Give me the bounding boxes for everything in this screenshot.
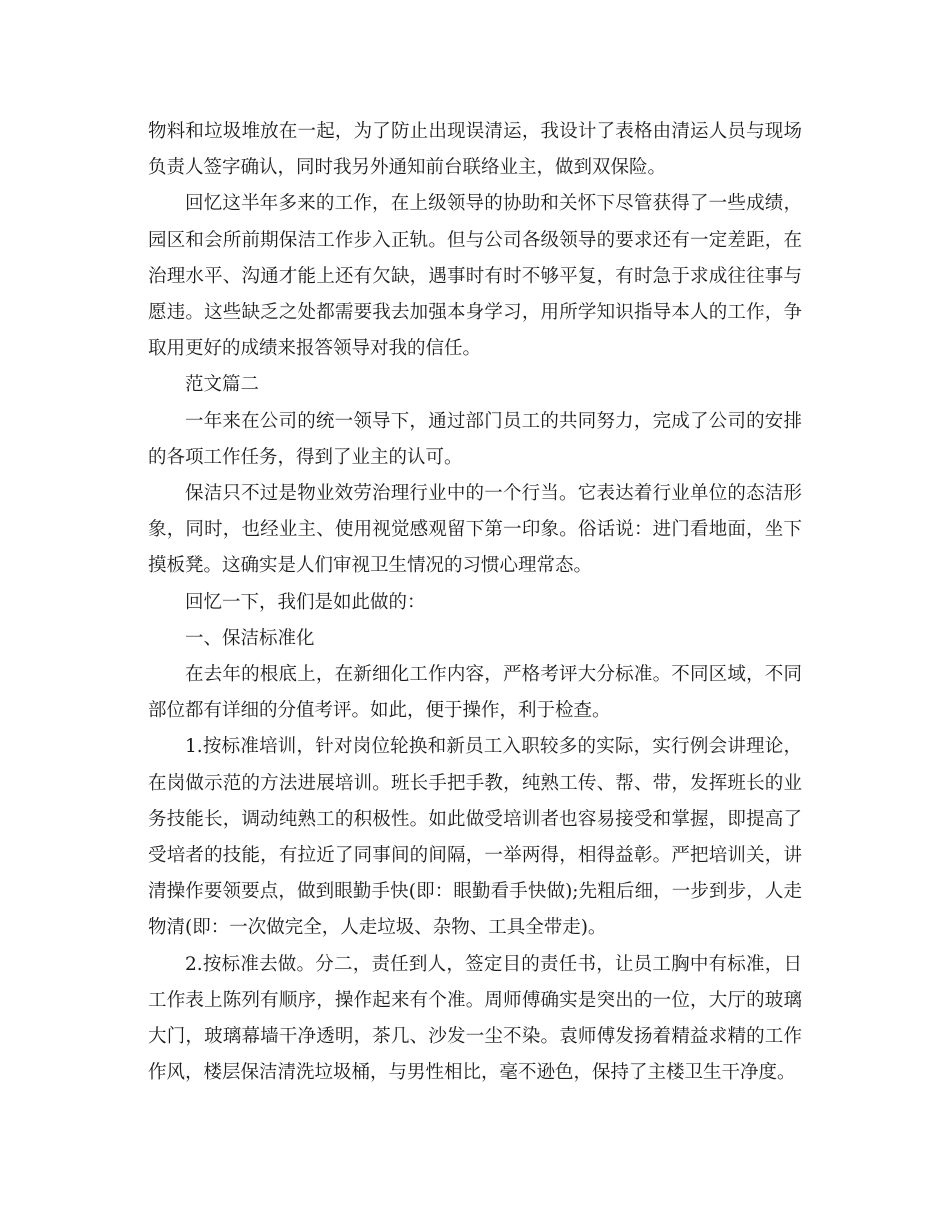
paragraph-cleaning-role: 保洁只不过是物业效劳治理行业中的一个行当。它表达着行业单位的态洁形象，同时，也经业主、使用视觉感观留下第一印象。俗话说：进门看地面，坐下摸板凳。这确实是人们审视卫生情况的习惯心理常态。 — [148, 483, 802, 577]
paragraph-intro: 一年来在公司的统一领导下，通过部门员工的共同努力，完成了公司的安排的各项工作任务，得到了业主的认可。 — [148, 410, 802, 468]
paragraph-continuation: 物料和垃圾堆放在一起，为了防止出现误清运，我设计了表格由清运人员与现场负责人签字确认，同时我另外通知前台联络业主，做到双保险。 — [148, 121, 802, 179]
subheading-standardization: 一、保洁标准化 — [185, 627, 315, 649]
list-item-training: 1.按标准培训，针对岗位轮换和新员工入职较多的实际，实行例会讲理论，在岗做示范的方法进展培训。班长手把手教，纯熟工传、帮、带，发挥班长的业务技能长，调动纯熟工的积极性。如此做受培训者也容易接受和掌握，即提高了受培者的技能，有拉近了同事间的间隔，一举两得，相得益彰。严把培训关，讲清操作要领要点，做到眼勤手快(即：眼勤看手快做);先粗后细，一步到步，人走物清(即：一次做完全，人走垃圾、杂物、工具全带走)。 — [148, 736, 802, 939]
document-page — [148, 114, 802, 1091]
paragraph-standards: 在去年的根底上，在新细化工作内容，严格考评大分标准。不同区域，不同部位都有详细的分值考评。如此，便于操作，利于检查。 — [148, 664, 802, 722]
list-item-execution: 2.按标准去做。分二，责任到人，签定目的责任书，让员工胸中有标准，日工作表上陈列有顺序，操作起来有个准。周师傅确实是突出的一位，大厅的玻璃大门，玻璃幕墙干净透明，茶几、沙发一尘不染。袁师傅发扬着精益求精的工作作风，楼层保洁清洗垃圾桶，与男性相比，毫不逊色，保持了主楼卫生干净度。 — [148, 953, 802, 1084]
paragraph-review: 回忆这半年多来的工作，在上级领导的协助和关怀下尽管获得了一些成绩，园区和会所前期保洁工作步入正轨。但与公司各级领导的要求还有一定差距，在治理水平、沟通才能上还有欠缺，遇事时有时不够平复，有时急于求成往往事与愿违。这些缺乏之处都需要我去加强本身学习，用所学知识指导本人的工作，争取用更好的成绩来报答领导对我的信任。 — [148, 193, 802, 360]
section-heading-sample-two: 范文篇二 — [185, 374, 260, 396]
paragraph-recap: 回忆一下，我们是如此做的： — [185, 591, 426, 613]
